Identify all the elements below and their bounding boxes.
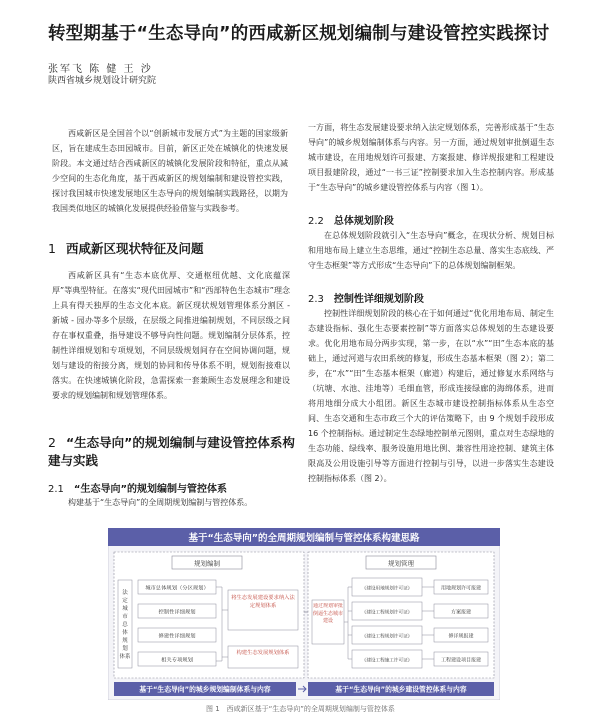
right-stage-text: 《建设工程规划许可证》 <box>361 634 413 640</box>
section-2-2-heading <box>308 212 394 227</box>
left-note-top <box>230 594 296 628</box>
section-2-3-number: 2.3 <box>308 294 324 305</box>
left-side-label-7: 规 <box>122 638 128 644</box>
section-1-number: 1 <box>48 241 56 256</box>
section-2-3-title: 控制性详细规划阶段 <box>333 294 424 305</box>
section-2-2-paragraph: 在总体规划阶段就引入“生态导向”概念，在现状分析、规划目标和用地布局上建立生态思维，通过“控制生态总量、落实生态底线、严守生态框架”等方式形成“生态导向”下的总体规划编制框架。 <box>308 231 554 270</box>
left-side-label-3: 城 <box>122 606 128 612</box>
section-2-1-body <box>52 495 290 510</box>
left-note-top-text: 将生态发展建设要求纳入法定规划体系 <box>231 595 295 609</box>
right-intro <box>308 120 554 195</box>
left-side-label-4: 市 <box>122 614 128 620</box>
left-item-text: 控制性详细规划 <box>158 609 196 616</box>
section-2-1-paragraph: 构建基于“生态导向”的全周期规划编制与管控体系。 <box>68 498 253 507</box>
right-stage-text: 《建设工程施工许可证》 <box>361 658 413 664</box>
section-2-title: “生态导向”的规划编制与建设管控体系构建与实践 <box>48 435 295 468</box>
left-side-label-2: 定 <box>122 598 128 604</box>
section-1-title: 西咸新区现状特征及问题 <box>65 241 204 256</box>
paper-title: 转型期基于“生态导向”的西咸新区规划编制与建设管控实践探讨 <box>48 24 550 44</box>
bottom-left-text: 基于“生态导向”的城乡规划编制体系与内容 <box>139 685 271 694</box>
paper-affiliation: 陕西省城乡规划设计研究院 <box>48 76 157 86</box>
left-side-label-1: 法 <box>122 590 128 596</box>
left-side-label-5: 总 <box>122 622 128 628</box>
section-2-3-heading <box>308 290 424 305</box>
section-2-1-heading <box>48 480 227 495</box>
left-side-label-8: 划 <box>122 646 128 652</box>
section-2-3-paragraph: 控制性详细规划阶段的核心在于如何通过“优化用地布局、制定生态建设指标、强化生态要素控制”等方面落实总体规划的生态建设要求。优化用地布局分两步实现，第一步，在以“水”“田”生态本底的基础上，通过河道与农田系统的修复，形成生态基本框架（图 2）；第二步，在“水”“田”生态基本框架（廊道）构建后，通过修复水系网络与（坑塘、水池、洼地等）毛细血管，形成连接绿廊的海绵体系，进而将用地细分成大小组团。新区生态城市建设控制指标体系从生态空间、生态交通和生态市政三个大的评估策略下，由 9 个规划手段形成 16 个控制指标。通过制定生态绿地控制单元图则，重点对生态绿地的生态功能、绿线率、服务设施用地比例、兼容性用途控制、建筑主体限高及公用设施引导等方面进行控制与引导，以进一步落实生态建设控制指标体系（图 2）。 <box>308 309 554 483</box>
right-item-text: 方案报建 <box>450 609 472 616</box>
right-stage-text: 《建设工程规划许可证》 <box>361 610 413 616</box>
right-item-text: 用地规划许可报建 <box>440 585 482 592</box>
abstract: 西咸新区是全国首个以“创新城市发展方式”为主题的国家级新区，旨在建成生态田园城市。目前，新区正处在城镇化的快速发展阶段。本文通过结合西咸新区的城镇化发展阶段和特征，重点从减少空间的生态化角度，基于西咸新区的规划编制和建设管控实践，探讨我国城市快速发展地区生态导向的规划编制实践路径，以期为我国类似地区的城镇化发展提供经验借鉴与实践参考。 <box>52 129 288 213</box>
left-item-text: 城市总体规划（分区规划） <box>145 585 209 592</box>
left-side-label-9: 体系 <box>119 654 131 660</box>
left-note-bottom <box>230 649 296 667</box>
section-2-1-number: 2.1 <box>48 484 64 495</box>
right-stage-text: 《建设用地规划许可证》 <box>361 586 413 592</box>
left-item-text: 修建性详细规划 <box>158 633 196 640</box>
left-side-label-6: 体 <box>122 630 128 636</box>
bottom-right-text: 基于“生态导向”的城乡建设管控体系与内容 <box>335 685 467 694</box>
right-item-text: 工程建设项目报建 <box>440 657 482 664</box>
section-1-paragraph: 西咸新区具有“生态本底优厚、交通枢纽优越、文化底蕴深厚”等典型特征。在落实“现代田园城市”和“西部特色生态城市”理念上具有得天独厚的生态文化本底。新区现状规划管理体系分割区 - 新城 - 园办等多个层级，在层级之间推进编制规划，不同层级之间存在事权重叠，指导建设不够导向性问题。规划编制分层体系，控制性详细规划和专项规划，不同层级规划间存在空间协调问题，规划与建设的衔接分离，规划的协同和传导体系不明，规划衔接难以落实。在快速城镇化阶段，急需探索一套兼顾生态发展理念和建设要求的规划编制和规划管理体系。 <box>52 271 290 400</box>
section-2-number: 2 <box>48 435 56 450</box>
left-item-text: 相关专项规划 <box>161 657 193 664</box>
right-note-text: 通过规划审批倒逼生态城市建设 <box>313 603 343 624</box>
paper-authors: 张军飞 陈 健 王 沙 <box>48 64 153 75</box>
left-panel-title: 规划编制 <box>194 559 220 568</box>
right-panel-title: 规划管理 <box>388 559 414 568</box>
section-1-body <box>52 268 290 403</box>
section-2-3-body <box>308 306 554 486</box>
right-item-text: 修详规报建 <box>448 633 474 640</box>
left-note-bottom-text: 构建生态发展规划体系 <box>236 650 290 656</box>
section-2-2-body <box>308 228 554 273</box>
figure-1-diagram <box>108 528 500 700</box>
right-note <box>313 603 343 643</box>
section-2-2-number: 2.2 <box>308 216 324 227</box>
figure-1-caption: 图 1 西咸新区基于“生态导向”的全周期规划编制与管控体系 <box>206 705 395 713</box>
figure-banner-text: 基于“生态导向”的全周期规划编制与管控体系构建思路 <box>188 533 420 544</box>
section-2-1-title: “生态导向”的规划编制与管控体系 <box>73 484 228 495</box>
section-1-heading <box>48 240 298 258</box>
right-intro-paragraph: 一方面，将生态发展建设要求纳入法定规划体系，完善形成基于“生态导向”的城乡规划编制体系与内容。另一方面，通过规划审批倒逼生态城市建设，在用地规划许可报建、方案报建、修详规报建和工程建设项目报建阶段，通过“一书三证”控制要求加入生态控制内容。形成基于“生态导向”的城乡建设管控体系与内容（图 1）。 <box>308 123 554 192</box>
section-2-heading <box>48 434 298 470</box>
section-2-2-title: 总体规划阶段 <box>333 216 394 227</box>
